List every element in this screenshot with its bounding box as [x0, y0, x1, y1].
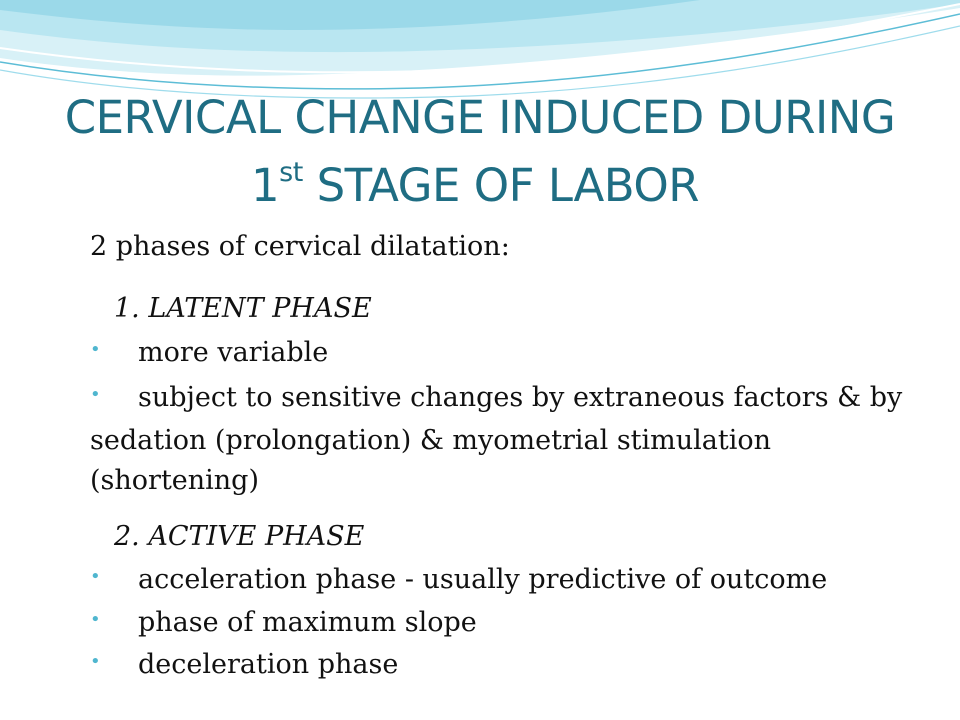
bullet-icon: • [90, 384, 101, 405]
latent-phase-heading: 1. LATENT PHASE [114, 293, 372, 324]
bullet-text: more variable [138, 337, 329, 368]
bullet-text: deceleration phase [138, 649, 399, 680]
title-ordinal-suffix: st [279, 157, 303, 188]
title-line-1: CERVICAL CHANGE INDUCED DURING [64, 91, 896, 144]
list-item [90, 378, 920, 501]
title-line-2-rest: STAGE OF LABOR [302, 159, 700, 212]
bullet-icon: • [90, 651, 101, 672]
bullet-text: subject to sensitive changes by extraneous factors & by sedation (prolongation) & myometrial stimulation (shortening) [90, 382, 903, 496]
bullet-icon: • [90, 339, 101, 360]
list-item [90, 563, 920, 596]
bullet-icon: • [90, 609, 101, 630]
bullet-text: phase of maximum slope [138, 607, 477, 638]
title-stage-number: 1 [250, 159, 280, 212]
list-item [90, 648, 920, 681]
title-line-2 [0, 152, 960, 220]
intro-text: 2 phases of cervical dilatation: [90, 231, 510, 262]
bullet-icon: • [90, 566, 101, 587]
slide-title [0, 84, 960, 220]
list-item [90, 606, 920, 639]
active-phase-heading: 2. ACTIVE PHASE [114, 521, 365, 552]
list-item [90, 336, 920, 369]
bullet-text: acceleration phase - usually predictive of outcome [138, 564, 828, 595]
